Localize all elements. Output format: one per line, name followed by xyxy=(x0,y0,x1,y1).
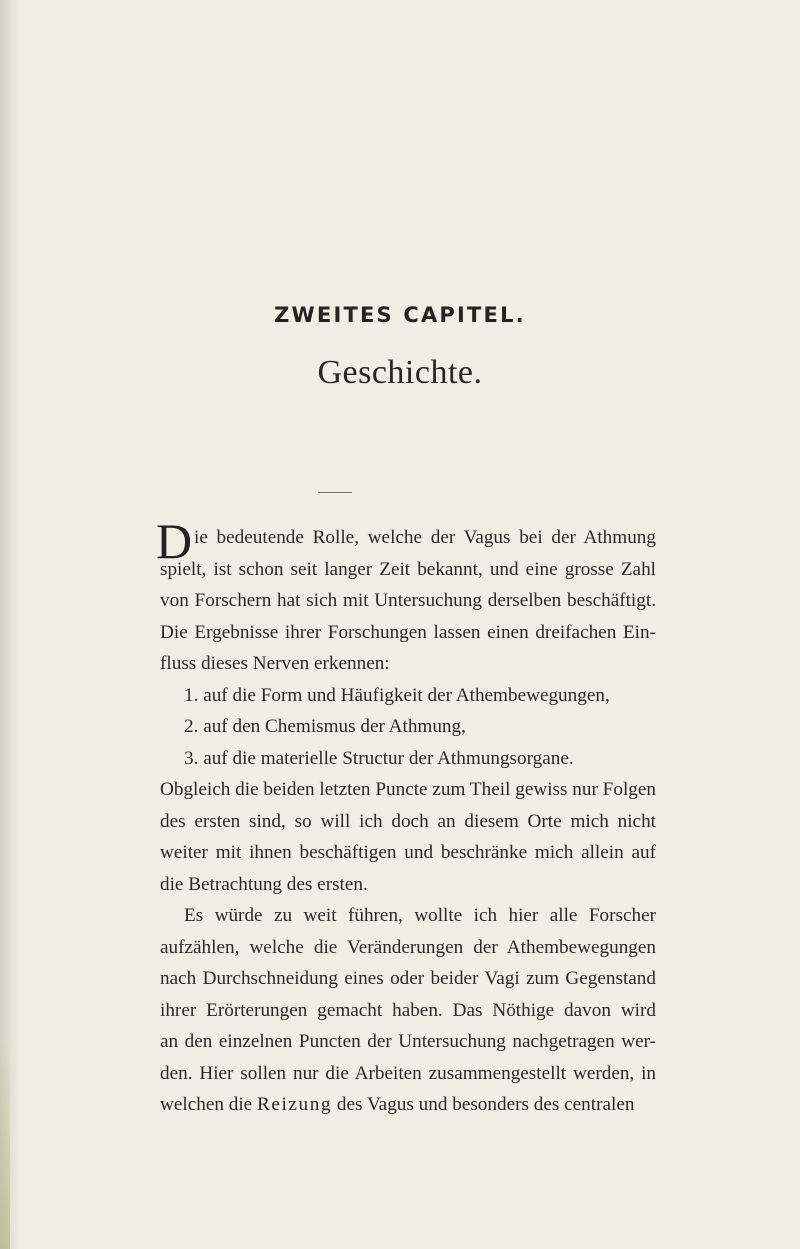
text-line: Die Ergebnisse ihrer Forschungen lassen einen dreifachen Ein- xyxy=(160,621,656,643)
text-line: fluss dieses Nerven erkennen: xyxy=(160,653,390,674)
section-divider xyxy=(318,492,352,493)
list-item: 1. auf die Form und Häufigkeit der Athembewegungen, xyxy=(184,684,610,706)
text-line-with-emphasis xyxy=(160,1089,656,1121)
text-line: aufzählen, welche die Veränderungen der Athembewegungen xyxy=(160,936,656,958)
text-line: den. Hier sollen nur die Arbeiten zusammengestellt werden, in xyxy=(160,1062,656,1084)
text-line: Es würde zu weit führen, wollte ich hier alle Forscher xyxy=(184,905,656,926)
drop-cap: D xyxy=(156,513,193,569)
text-line: des ersten sind, so will ich doch an diesem Orte mich nicht xyxy=(160,810,656,832)
emphasized-word: Reizung xyxy=(256,1094,333,1115)
text-line: an den einzelnen Puncten der Untersuchung nachgetragen wer- xyxy=(160,1031,656,1052)
list-item: 2. auf den Chemismus der Athmung, xyxy=(184,716,466,737)
body-text xyxy=(156,513,656,1121)
text-fragment: des Vagus und besonders des centralen xyxy=(332,1094,635,1115)
text-line: ihrer Erörterungen gemacht haben. Das Nöthige davon wird xyxy=(160,999,656,1021)
text-line: nach Durchschneidung eines oder beider Vagi zum Gegenstand xyxy=(160,968,656,989)
list-item: 3. auf die materielle Structur der Athmungsorgane. xyxy=(184,747,574,769)
text-line: spielt, ist schon seit langer Zeit bekannt, und eine grosse Zahl xyxy=(160,558,656,580)
chapter-heading: ZWEITES CAPITEL. xyxy=(274,303,526,327)
text-line: die Betrachtung des ersten. xyxy=(160,873,368,895)
text-line: von Forschern hat sich mit Untersuchung derselben beschäftigt. xyxy=(160,590,656,611)
page-edge-stain xyxy=(0,1040,10,1249)
text-fragment: welchen die xyxy=(160,1094,257,1115)
section-title: Geschichte. xyxy=(317,354,483,391)
text-line: ie bedeutende Rolle, welche der Vagus bei der Athmung xyxy=(194,527,656,548)
text-line: weiter mit ihnen beschäftigen und beschränke mich allein auf xyxy=(160,842,656,863)
text-line: Obgleich die beiden letzten Puncte zum Theil gewiss nur Folgen xyxy=(160,779,656,800)
